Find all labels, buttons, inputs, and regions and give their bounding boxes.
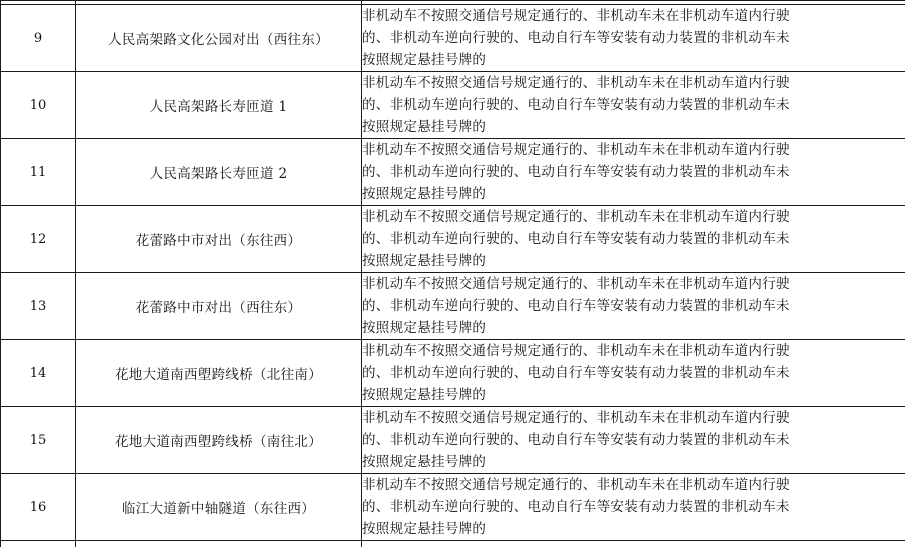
table-row	[1, 5, 905, 72]
table-row	[1, 340, 905, 407]
location-cell: 临江大道新中轴隧道（东往西）	[76, 474, 362, 541]
description-line-3: 按照规定悬挂号牌的	[362, 384, 905, 406]
table-row-partial-bottom	[1, 541, 905, 547]
location-cell: 人民高架路文化公园对出（西往东）	[76, 5, 362, 72]
violation-description-cell	[362, 541, 905, 547]
row-number-cell: 9	[1, 5, 76, 72]
violation-description-cell	[362, 407, 905, 474]
description-line-3: 按照规定悬挂号牌的	[362, 49, 905, 71]
description-line-1: 非机动车不按照交通信号规定通行的、非机动车未在非机动车道内行驶	[362, 139, 905, 161]
description-line-3: 按照规定悬挂号牌的	[362, 518, 905, 540]
violation-description-cell	[362, 206, 905, 273]
table-row	[1, 474, 905, 541]
row-number-cell	[1, 541, 76, 547]
row-number-cell: 16	[1, 474, 76, 541]
location-cell	[76, 541, 362, 547]
row-number-cell: 12	[1, 206, 76, 273]
table-row	[1, 139, 905, 206]
location-cell: 人民高架路长寿匝道 2	[76, 139, 362, 206]
table-row	[1, 273, 905, 340]
description-line-2: 的、非机动车逆向行驶的、电动自行车等安装有动力装置的非机动车未	[362, 496, 905, 518]
location-cell: 花蕾路中市对出（东往西）	[76, 206, 362, 273]
description-line-1: 非机动车不按照交通信号规定通行的、非机动车未在非机动车道内行驶	[362, 407, 905, 429]
description-line-2: 的、非机动车逆向行驶的、电动自行车等安装有动力装置的非机动车未	[362, 161, 905, 183]
description-line-3: 按照规定悬挂号牌的	[362, 116, 905, 138]
description-line-3: 按照规定悬挂号牌的	[362, 317, 905, 339]
table-row	[1, 407, 905, 474]
row-number-cell: 10	[1, 72, 76, 139]
description-line-2: 的、非机动车逆向行驶的、电动自行车等安装有动力装置的非机动车未	[362, 27, 905, 49]
description-line-2: 的、非机动车逆向行驶的、电动自行车等安装有动力装置的非机动车未	[362, 295, 905, 317]
description-line-2: 的、非机动车逆向行驶的、电动自行车等安装有动力装置的非机动车未	[362, 429, 905, 451]
location-cell: 花地大道南西塱跨线桥（北往南）	[76, 340, 362, 407]
description-line-2: 的、非机动车逆向行驶的、电动自行车等安装有动力装置的非机动车未	[362, 94, 905, 116]
description-line-2: 的、非机动车逆向行驶的、电动自行车等安装有动力装置的非机动车未	[362, 362, 905, 384]
table-row	[1, 72, 905, 139]
violation-description-cell	[362, 273, 905, 340]
description-line-1: 非机动车不按照交通信号规定通行的、非机动车未在非机动车道内行驶	[362, 72, 905, 94]
description-line-2: 的、非机动车逆向行驶的、电动自行车等安装有动力装置的非机动车未	[362, 228, 905, 250]
description-line-1: 非机动车不按照交通信号规定通行的、非机动车未在非机动车道内行驶	[362, 474, 905, 496]
table-row	[1, 206, 905, 273]
row-number-cell: 11	[1, 139, 76, 206]
row-number-cell: 15	[1, 407, 76, 474]
violation-description-cell	[362, 474, 905, 541]
description-line-1: 非机动车不按照交通信号规定通行的、非机动车未在非机动车道内行驶	[362, 340, 905, 362]
row-number-cell: 14	[1, 340, 76, 407]
violation-description-cell	[362, 340, 905, 407]
table-body	[1, 1, 905, 547]
location-cell: 人民高架路长寿匝道 1	[76, 72, 362, 139]
violation-description-cell	[362, 5, 905, 72]
description-line-3: 按照规定悬挂号牌的	[362, 250, 905, 272]
location-cell: 花蕾路中市对出（西往东）	[76, 273, 362, 340]
violation-description-cell	[362, 72, 905, 139]
description-line-1: 非机动车不按照交通信号规定通行的、非机动车未在非机动车道内行驶	[362, 5, 905, 27]
violation-description-cell	[362, 139, 905, 206]
description-line-3: 按照规定悬挂号牌的	[362, 183, 905, 205]
description-line-1: 非机动车不按照交通信号规定通行的、非机动车未在非机动车道内行驶	[362, 273, 905, 295]
description-line-3: 按照规定悬挂号牌的	[362, 451, 905, 473]
description-line-1: 非机动车不按照交通信号规定通行的、非机动车未在非机动车道内行驶	[362, 206, 905, 228]
row-number-cell: 13	[1, 273, 76, 340]
location-cell: 花地大道南西塱跨线桥（南往北）	[76, 407, 362, 474]
